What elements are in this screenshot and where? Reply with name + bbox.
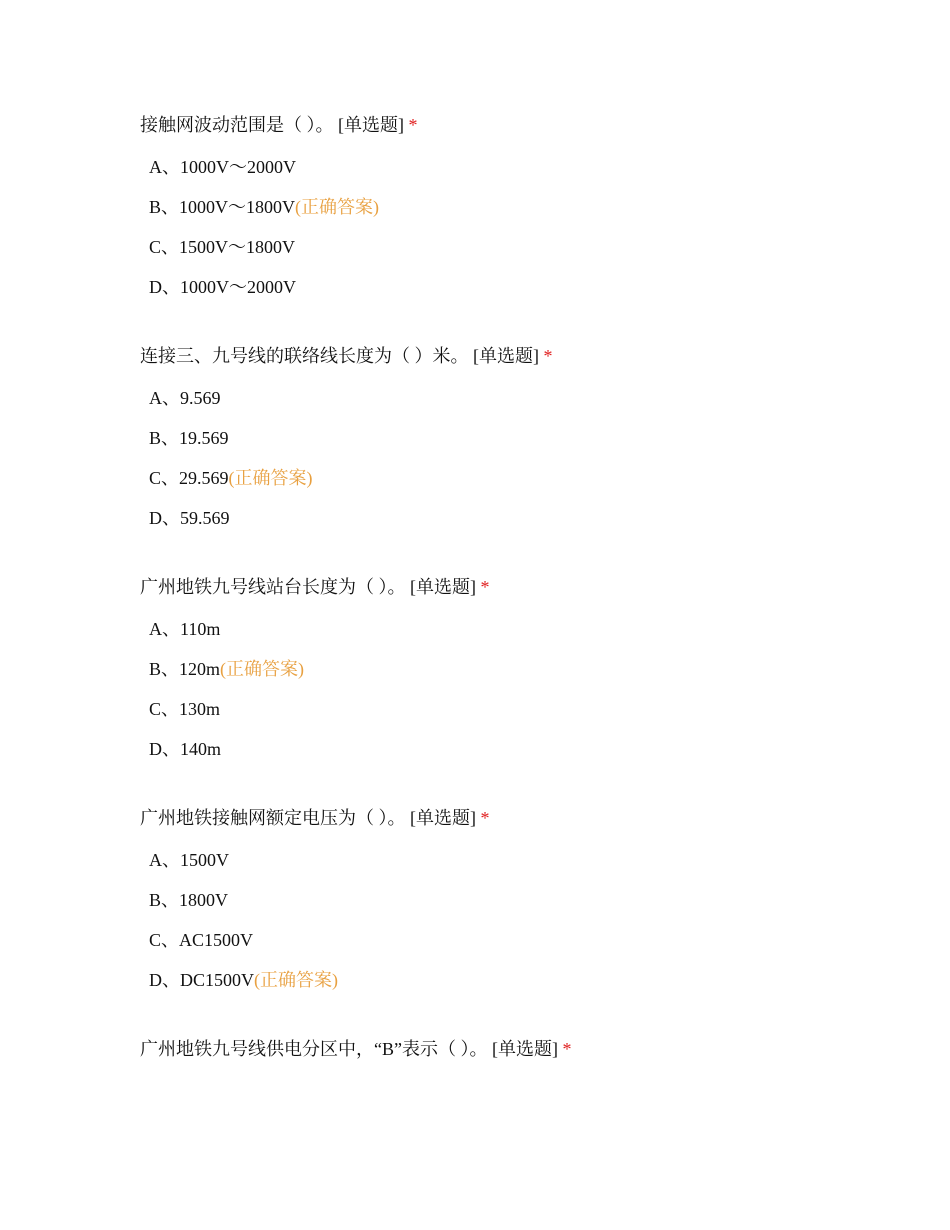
question-text: 广州地铁九号线供电分区中，“B”表示（ ）。 [140,1039,488,1059]
question-type-label: [单选题] [473,346,539,366]
option-text: D、140m [149,739,221,759]
question-type-label: [单选题] [491,1039,558,1059]
required-star: * [480,808,490,828]
required-star: * [562,1039,572,1059]
required-star: * [408,115,418,135]
option-item [140,498,900,538]
question-text: 广州地铁九号线站台长度为（ ）。 [140,577,406,597]
question-type-label: [单选题] [338,115,404,135]
option-text: D、DC1500V [149,970,255,990]
required-star: * [543,346,553,366]
option-text: A、9.569 [149,388,221,408]
correct-answer-label: (正确答案) [220,659,305,679]
question-text: 广州地铁接触网额定电压为（ ）。 [140,808,406,828]
option-item [140,840,900,880]
question-block [140,113,900,307]
option-item [140,960,900,1000]
option-text: C、1500V～1800V [149,237,296,257]
option-text: B、120m [149,659,221,679]
question-block [140,344,900,538]
option-text: D、59.569 [149,508,230,528]
correct-answer-label: (正确答案) [254,970,339,990]
option-item [140,649,900,689]
option-text: A、1500V [149,850,229,870]
question-text: 接触网波动范围是（ ）。 [140,115,334,135]
question-block [140,575,900,769]
option-text: C、29.569 [149,468,229,488]
option-item [140,147,900,187]
option-item [140,418,900,458]
option-text: B、1800V [149,890,229,910]
option-list [140,378,900,538]
question-block [140,1037,900,1061]
option-text: B、1000V～1800V [149,197,296,217]
option-text: B、19.569 [149,428,229,448]
question-title [140,1037,900,1061]
option-item [140,378,900,418]
correct-answer-label: (正确答案) [295,197,380,217]
option-item [140,880,900,920]
option-text: D、1000V～2000V [149,277,296,297]
option-text: A、1000V～2000V [149,157,296,177]
option-list [140,840,900,1000]
question-list [140,113,900,1098]
option-text: A、110m [149,619,221,639]
question-title [140,575,900,599]
option-item [140,227,900,267]
option-item [140,609,900,649]
option-text: C、130m [149,699,221,719]
option-text: C、AC1500V [149,930,254,950]
option-item [140,729,900,769]
option-list [140,609,900,769]
required-star: * [480,577,490,597]
question-title [140,344,900,368]
option-item [140,458,900,498]
question-type-label: [单选题] [410,808,476,828]
option-list [140,147,900,307]
question-text: 连接三、九号线的联络线长度为（ ）米。 [140,346,469,366]
option-item [140,267,900,307]
correct-answer-label: (正确答案) [228,468,313,488]
option-item [140,920,900,960]
question-type-label: [单选题] [410,577,476,597]
question-title [140,806,900,830]
question-title [140,113,900,137]
option-item [140,187,900,227]
option-item [140,689,900,729]
question-block [140,806,900,1000]
